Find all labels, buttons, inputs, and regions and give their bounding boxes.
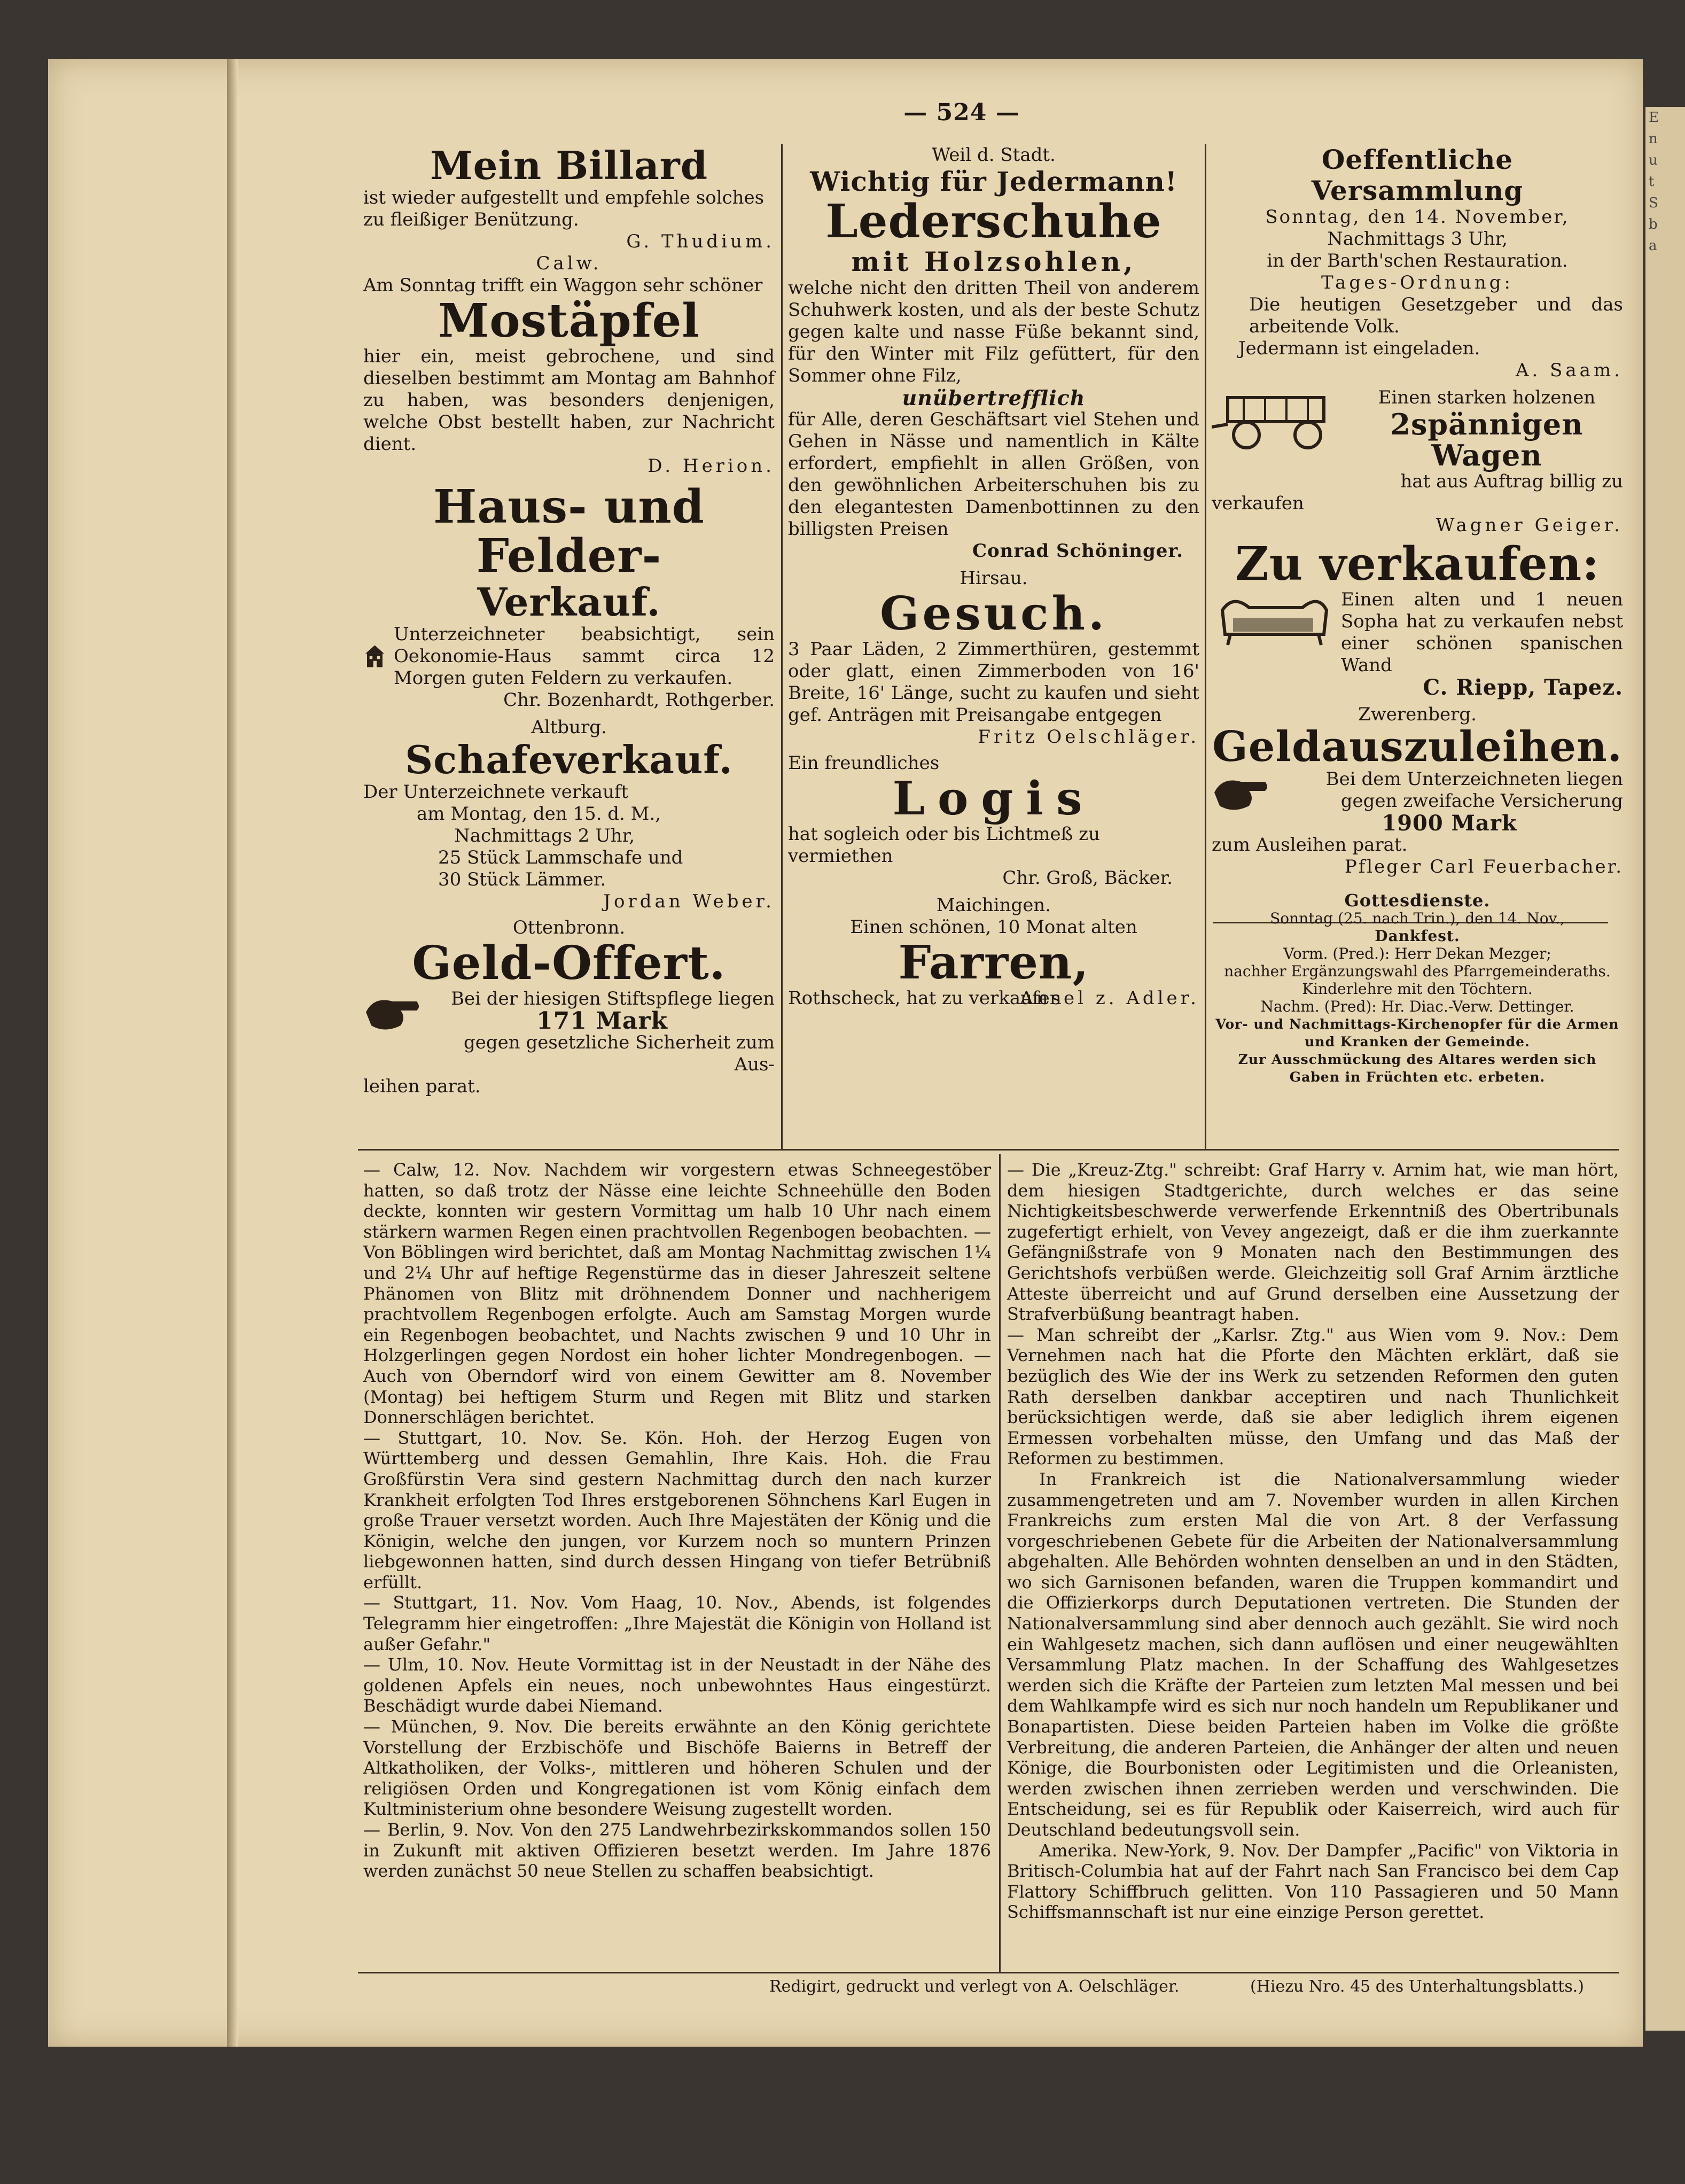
leder-sign: Conrad Schöninger. bbox=[972, 540, 1183, 562]
haus-title-2: Verkauf. bbox=[477, 579, 661, 625]
gottes-line-2: Dankfest. bbox=[1375, 927, 1460, 945]
versammlung-title: Oeffentliche Versammlung bbox=[1311, 144, 1524, 206]
schaf-line-5: 30 Stück Lämmer. bbox=[438, 869, 606, 890]
leder-text-2: für Alle, deren Geschäftsart viel Stehen und Gehen in Nässe und namentlich in Kälte erfordert, empfiehlt in allen Größen, von den gewöhnlichen Arbeiterschuhen bis zu den elegantesten Damenbottinnen zu den billigsten Preisen bbox=[788, 409, 1199, 540]
supplement-note: (Hiezu Nro. 45 des Unterhaltungsblatts.) bbox=[1250, 1977, 1584, 1996]
news-item: — Berlin, 9. Nov. Von den 275 Landwehrbezirkskommandos sollen 150 in Zukunft mit aktiven Offizieren besetzt werden. Im Jahre 1876 werden zunächst 50 neue Stellen zu schaffen beabsichtigt. bbox=[363, 1820, 991, 1882]
place-zwerenberg: Zwerenberg. bbox=[1358, 704, 1477, 725]
column-rule bbox=[1205, 144, 1206, 1149]
logis-intro: Ein freundliches bbox=[788, 752, 940, 774]
gottes-line-5: Kinderlehre mit den Töchtern. bbox=[1302, 980, 1533, 998]
news-item: Amerika. New-York, 9. Nov. Der Dampfer „Pacific" von Viktoria in Britisch-Columbia hat auf der Fahrt nach San Francisco bei dem Cap Flattory Schiffbruch gelitten. Von 110 Passagieren und 50 Mann Schiffsmannschaft ist nur eine einzige Person gerettet. bbox=[1007, 1840, 1619, 1923]
zu-verkaufen-title: Zu verkaufen: bbox=[1235, 537, 1600, 591]
gottes-line-8: Zur Ausschmückung des Altares werden sich Gaben in Früchten etc. erbeten. bbox=[1238, 1052, 1597, 1085]
column-rule bbox=[999, 1154, 1001, 1972]
geldaus-line-1: Bei dem Unterzeichneten liegen gegen zweifache Versicherung bbox=[1325, 768, 1623, 812]
haus-sign: Chr. Bozenhardt, Rothgerber. bbox=[503, 689, 775, 711]
section-rule bbox=[358, 1149, 1619, 1151]
news-item: — München, 9. Nov. Die bereits erwähnte an den König gerichtete Vorstellung der Erzbischöfe und Bischöfe Baierns in Betreff der Altkatholiken, der Volks-, mittleren und höheren Schulen und der religiösen Orden und Kongregationen ist vom König einfach dem Kultministerium ohne besondere Weisung zugestellt worden. bbox=[363, 1716, 991, 1820]
ads-middle-column bbox=[788, 144, 1199, 1009]
farren-intro: Einen schönen, 10 Monat alten bbox=[850, 916, 1137, 938]
ads-left-column bbox=[363, 144, 775, 1098]
wagon-icon bbox=[1212, 387, 1345, 451]
news-item: — Die „Kreuz-Ztg." schreibt: Graf Harry v. Arnim hat, wie man hört, dem hiesigen Stadtgerichte, durch welches er das seine Nichtigkeitsbeschwerde verwerfende Erkenntniß des Obertribunals zugefertigt erhielt, von Vevey angezeigt, daß er die ihm zuerkannte Gefängnißstrafe von 9 Monaten nach den Bestimmungen des Gerichtshofs verbüßen werde. Gleichzeitig soll Graf Arnim ärztliche Atteste überreicht und auf Grund derselben eine Aussetzung der Strafverbüßung beantragt haben. bbox=[1007, 1160, 1619, 1325]
news-item: — Man schreibt der „Karlsr. Ztg." aus Wien vom 9. Nov.: Dem Vernehmen nach hat die Pforte den Mächten erklärt, daß sie bezüglich des Wie der ins Werk zu setzenden Reformen den guten Rath derselben dankbar acceptiren und nach Thunlichkeit berücksichtigen werde, daß sie aber lediglich ihrem eigenen Ermessen vorbehalten müsse, den Umfang und das Maß der Reformen zu bestimmen. bbox=[1007, 1324, 1619, 1469]
logis-title: Logis bbox=[892, 772, 1095, 826]
geld-line-1: Bei der hiesigen Stiftspflege liegen bbox=[451, 988, 775, 1009]
place-maichingen: Maichingen. bbox=[936, 895, 1051, 916]
wagen-text-2: verkaufen bbox=[1212, 493, 1304, 514]
leder-title: Lederschuhe bbox=[825, 195, 1162, 248]
billard-sign: G. Thudium. bbox=[626, 231, 775, 252]
versammlung-line-1: Sonntag, den 14. November, bbox=[1265, 206, 1570, 228]
page-number: — 524 — bbox=[903, 99, 1020, 126]
house-icon bbox=[363, 624, 386, 688]
gottes-line-6: Nachm. (Pred): Hr. Diac.-Verw. Dettinger. bbox=[1260, 998, 1574, 1015]
schaf-title: Schafeverkauf. bbox=[405, 737, 733, 782]
haus-title: Haus- und Felder- bbox=[433, 480, 705, 583]
farren-sign: Ansel z. Adler. bbox=[1020, 988, 1199, 1009]
billard-title: Mein Billard bbox=[430, 143, 708, 188]
leder-text: welche nicht den dritten Theil von anderem Schuhwerk kosten, und als der beste Schutz gegen kalte und nasse Füße bekannt sind, für den Winter mit Filz gefüttert, für den Sommer ohne Filz, bbox=[788, 277, 1199, 386]
gesuch-title: Gesuch. bbox=[880, 587, 1107, 641]
column-rule bbox=[781, 144, 783, 1149]
wagen-title: 2spännigen Wagen bbox=[1390, 407, 1583, 472]
schaf-line-1: Der Unterzeichnete verkauft bbox=[363, 781, 629, 803]
billard-text: ist wieder aufgestellt und empfehle solches zu fleißiger Benützung. bbox=[363, 187, 765, 230]
geld-amount: 171 Mark bbox=[536, 1007, 668, 1035]
news-left-column bbox=[363, 1160, 991, 1882]
news-right-column bbox=[1007, 1160, 1619, 1923]
geldaus-sign: Pfleger Carl Feuerbacher. bbox=[1344, 856, 1623, 877]
versammlung-line-5: Die heutigen Gesetzgeber und das arbeitende Volk. bbox=[1249, 294, 1623, 337]
schaf-line-2: am Montag, den 15. d. M., bbox=[417, 803, 661, 825]
place-hirsau: Hirsau. bbox=[959, 568, 1028, 589]
pointing-hand-icon bbox=[363, 988, 422, 1036]
next-page-edge: E n u t S b a bbox=[1645, 107, 1685, 2031]
leder-subtitle: mit Holzsohlen, bbox=[851, 246, 1136, 277]
geldaus-amount: 1900 Mark bbox=[1382, 811, 1517, 836]
versammlung-line-4: Tages-Ordnung: bbox=[1321, 272, 1514, 293]
schaf-line-4: 25 Stück Lammschafe und bbox=[438, 847, 683, 868]
gesuch-text: 3 Paar Läden, 2 Zimmerthüren, gestemmt oder glatt, einen Zimmerboden von 16' Breite, 16' Länge, sucht zu kaufen und sieht gef. Anträgen mit Preisangabe entgegen bbox=[788, 639, 1199, 726]
footer-rule bbox=[358, 1972, 1619, 1973]
leder-highlight: unübertrefflich bbox=[902, 386, 1086, 410]
news-item: — Stuttgart, 11. Nov. Vom Haag, 10. Nov., Abends, ist folgendes Telegramm hier eingetroffen: „Ihre Majestät die Königin von Holland ist außer Gefahr." bbox=[363, 1592, 991, 1654]
geldaus-title: Geldauszuleihen. bbox=[1212, 722, 1622, 771]
gottes-title: Gottesdienste. bbox=[1344, 890, 1491, 911]
place-ottenbronn: Ottenbronn. bbox=[512, 917, 626, 938]
most-title: Mostäpfel bbox=[438, 294, 700, 348]
most-sign: D. Herion. bbox=[648, 455, 775, 477]
versammlung-line-6: Jedermann ist eingeladen. bbox=[1238, 338, 1480, 359]
logis-sign: Chr. Groß, Bäcker. bbox=[1002, 867, 1173, 889]
geld-line-3: leihen parat. bbox=[363, 1076, 481, 1097]
farren-title: Farren, bbox=[898, 936, 1089, 990]
gottes-line-4: nachher Ergänzungswahl des Pfarrgemeinderaths. bbox=[1224, 962, 1611, 980]
geld-line-2: gegen gesetzliche Sicherheit zum Aus- bbox=[463, 1032, 775, 1075]
wagen-sign: Wagner Geiger. bbox=[1436, 515, 1623, 536]
imprint: Redigirt, gedruckt und verlegt von A. Oelschläger. bbox=[769, 1977, 1180, 1996]
versammlung-line-3: in der Barth'schen Restauration. bbox=[1267, 250, 1568, 271]
place-weil: Weil d. Stadt. bbox=[932, 144, 1056, 166]
place-altburg: Altburg. bbox=[531, 717, 607, 738]
gesuch-sign: Fritz Oelschläger. bbox=[978, 726, 1199, 748]
pointing-hand-icon bbox=[1212, 768, 1270, 817]
gottes-line-3: Vorm. (Pred.): Herr Dekan Mezger; bbox=[1283, 945, 1551, 962]
news-item: — Ulm, 10. Nov. Heute Vormittag ist in der Neustadt in der Nähe des goldenen Apfels ein neues, noch unbewohntes Haus eingestürzt. Beschädigt wurde dabei Niemand. bbox=[363, 1654, 991, 1716]
versammlung-sign: A. Saam. bbox=[1515, 360, 1623, 381]
place-calw: Calw. bbox=[536, 253, 602, 274]
zu-verkaufen-sign: C. Riepp, Tapez. bbox=[1423, 675, 1623, 700]
sofa-icon bbox=[1212, 589, 1335, 653]
wichtig-title: Wichtig für Jedermann! bbox=[810, 166, 1177, 197]
farren-text: Rothscheck, hat zu verkaufen bbox=[788, 988, 1062, 1009]
wagen-text: hat aus Auftrag billig zu bbox=[1400, 471, 1623, 492]
versammlung-line-2: Nachmittags 3 Uhr, bbox=[1327, 228, 1508, 250]
ads-right-column bbox=[1212, 144, 1623, 1086]
news-item: — Calw, 12. Nov. Nachdem wir vorgestern etwas Schneegestöber hatten, so daß trotz der Nässe eine leichte Schneehülle den Boden deckte, konnten wir gestern Vormittag um halb 10 Uhr nach einem stärkern warmen Regen einen prachtvollen Regenbogen beobachten. — Von Böblingen wird berichtet, daß am Montag Nachmittag zwischen 1¼ und 2¼ Uhr auf heftige Regenstürme das in dieser Jahreszeit seltene Phänomen von Blitz mit dröhnendem Donner und nachherigem prachtvollem Regenbogen erfolgte. Auch am Samstag Morgen wurde ein Regenbogen beobachtet, und Nachts zwischen 9 und 10 Uhr in Holzgerlingen gegen Nordost ein hoher lichter Mondregenbogen. — Auch von Oberndorf wird von einem Gewitter am 8. November (Montag) bei heftigem Sturm und Regen mit Blitz und starken Donnerschlägen berichtet. bbox=[363, 1160, 991, 1428]
gottes-line-1: Sonntag (25. nach Trin.), den 14. Nov., bbox=[1270, 910, 1565, 927]
logis-text: hat sogleich oder bis Lichtmeß zu vermiethen bbox=[788, 823, 1100, 867]
wagen-intro: Einen starken holzenen bbox=[1378, 387, 1596, 408]
haus-text: Unterzeichneter beabsichtigt, sein Oekonomie-Haus sammt circa 12 Morgen guten Feldern zu verkaufen. bbox=[393, 624, 775, 689]
gottes-line-7: Vor- und Nachmittags-Kirchenopfer für die Armen und Kranken der Gemeinde. bbox=[1215, 1016, 1619, 1050]
schaf-line-3: Nachmittags 2 Uhr, bbox=[454, 825, 635, 846]
zu-verkaufen-text: Einen alten und 1 neuen Sopha hat zu verkaufen nebst einer schönen spanischen Wand bbox=[1341, 589, 1623, 676]
most-text: hier ein, meist gebrochene, und sind dieselben bestimmt am Montag am Bahnhof zu haben, was besonders denjenigen, welche Obst bestellt haben, zur Nachricht dient. bbox=[363, 346, 775, 455]
news-item: — Stuttgart, 10. Nov. Se. Kön. Hoh. der Herzog Eugen von Württemberg und dessen Gemahlin, Ihre Kais. Hoh. die Frau Großfürstin Vera sind gestern Nachmittag durch den nach kurzer Krankheit erfolgten Tod Ihres erstgeborenen Söhnchens Karl Eugen in große Trauer versetzt worden. Auch Ihre Majestäten der König und die Königin, welche den jungen, vor Kurzem noch so muntern Prinzen liebgewonnen hatten, sind durch dessen Hingang von tiefer Betrübniß erfüllt. bbox=[363, 1427, 991, 1592]
geld-title: Geld-Offert. bbox=[412, 936, 726, 990]
news-item: In Frankreich ist die Nationalversammlung wieder zusammengetreten und am 7. November wurden in allen Kirchen Frankreichs zum ersten Mal die von Art. 8 der Verfassung vorgeschriebenen Gebete für die Arbeiten der Nationalversammlung abgehalten. Alle Behörden wohnten denselben an und in den Städten, wo sich Garnisonen befanden, waren die Truppen kommandirt und die Offizierkorps durch Deputationen vertreten. Die Stunden der Nationalversammlung sind aber dennoch auch gezählt. Sie wird noch ein Wahlgesetz machen, sich dann auflösen und einer neugewählten Versammlung Platz machen. In der Schaffung des Wahlgesetzes werden sich die Kräfte der Parteien zum letzten Mal messen und bei dem Wahlkampfe wird es sich nur noch handeln um Republikaner und Bonapartisten. Diese beiden Parteien haben im Volke die größte Verbreitung, die anderen Parteien, die Anhänger der alten und neuen Könige, die Bourbonisten oder Legitimisten und die Orleanisten, werden zwischen ihnen zerrieben werden und verschwinden. Die Entscheidung, sei es für Republik oder Kaiserreich, wird auch für Deutschland bedeutungsvoll sein. bbox=[1007, 1468, 1619, 1840]
geldaus-line-2: zum Ausleihen parat. bbox=[1212, 834, 1408, 856]
most-intro: Am Sonntag trifft ein Waggon sehr schöner bbox=[363, 275, 763, 296]
book-binding bbox=[227, 59, 238, 2047]
schaf-sign: Jordan Weber. bbox=[603, 891, 775, 912]
